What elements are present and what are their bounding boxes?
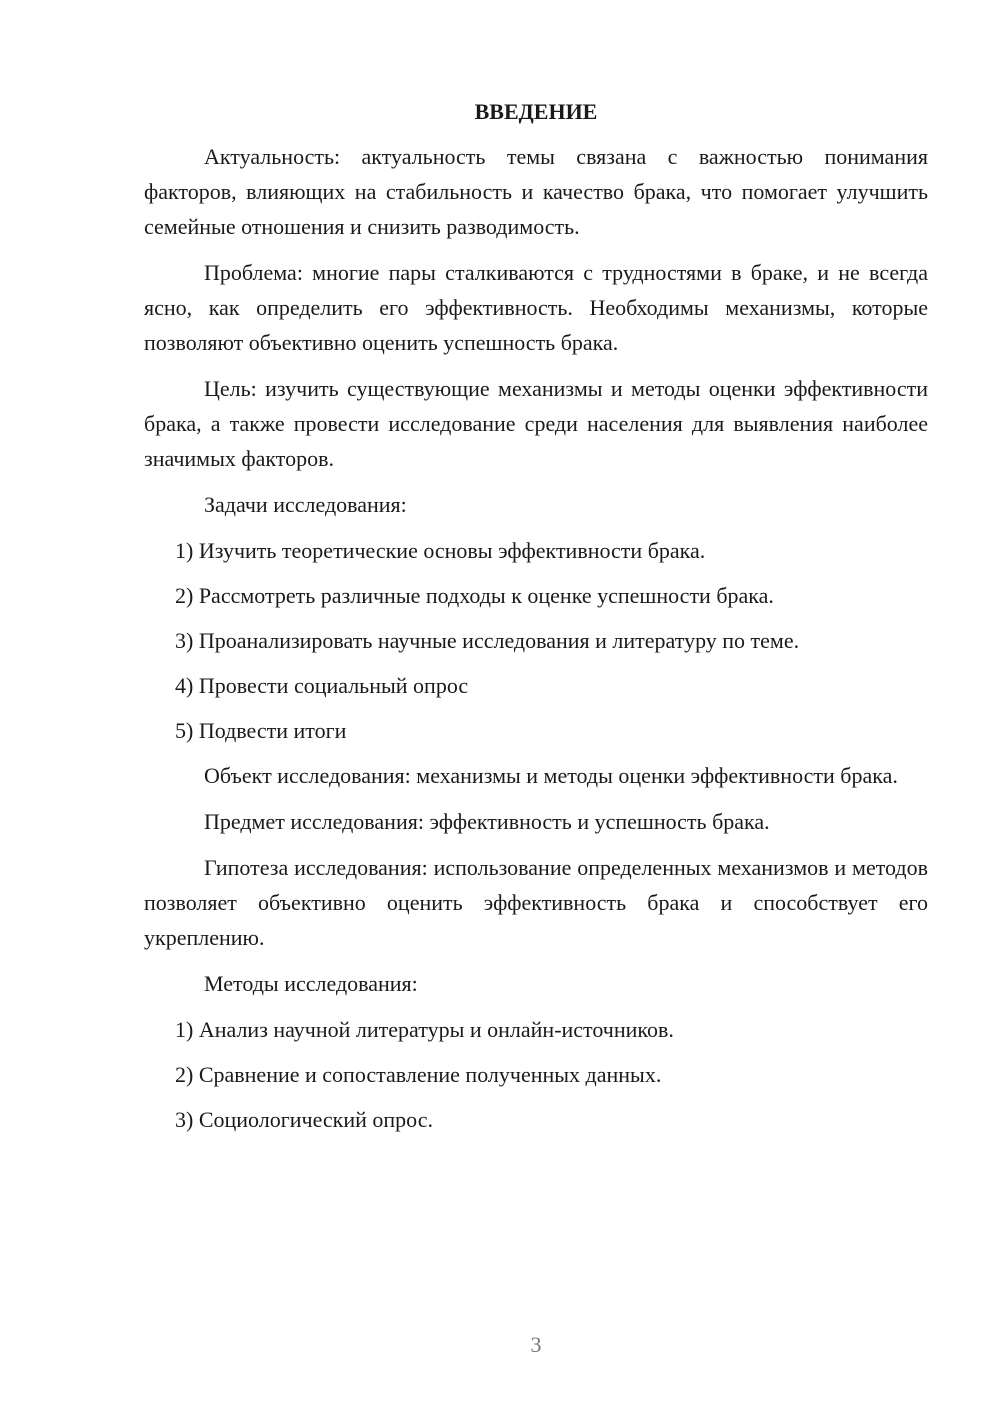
methods-label: Методы исследования: [204,971,418,996]
task-item-1: 1) Изучить теоретические основы эффективности брака. [175,538,706,563]
goal-paragraph: Цель: изучить существующие механизмы и методы оценки эффективности брака, а также провести исследование среди населения для выявления наиболее значимых факторов. [144,376,928,471]
hypothesis-paragraph: Гипотеза исследования: использование определенных механизмов и методов позволяет объективно оценить эффективность брака и способствует его укреплению. [144,855,928,950]
task-item-3: 3) Проанализировать научные исследования и литературу по теме. [175,628,800,653]
methods-list [144,1012,928,1137]
task-item-4: 4) Провести социальный опрос [175,673,469,698]
page-content [144,94,928,1147]
tasks-label: Задачи исследования: [204,492,407,517]
method-item-1: 1) Анализ научной литературы и онлайн-источников. [175,1017,674,1042]
page-title: ВВЕДЕНИЕ [474,99,598,124]
relevance-paragraph: Актуальность: актуальность темы связана с важностью понимания факторов, влияющих на стабильность и качество брака, что помогает улучшить семейные отношения и снизить разводимость. [144,144,928,239]
page-number: 3 [530,1332,542,1357]
task-item-5: 5) Подвести итоги [175,718,347,743]
method-item-2: 2) Сравнение и сопоставление полученных данных. [175,1062,662,1087]
object-paragraph: Объект исследования: механизмы и методы оценки эффективности брака. [204,763,898,788]
method-item-3: 3) Социологический опрос. [175,1107,433,1132]
problem-paragraph: Проблема: многие пары сталкиваются с трудностями в браке, и не всегда ясно, как определить его эффективность. Необходимы механизмы, которые позволяют объективно оценить успешность брака. [144,260,928,355]
tasks-list [144,533,928,748]
task-item-2: 2) Рассмотреть различные подходы к оценке успешности брака. [175,583,774,608]
subject-paragraph: Предмет исследования: эффективность и успешность брака. [204,809,770,834]
